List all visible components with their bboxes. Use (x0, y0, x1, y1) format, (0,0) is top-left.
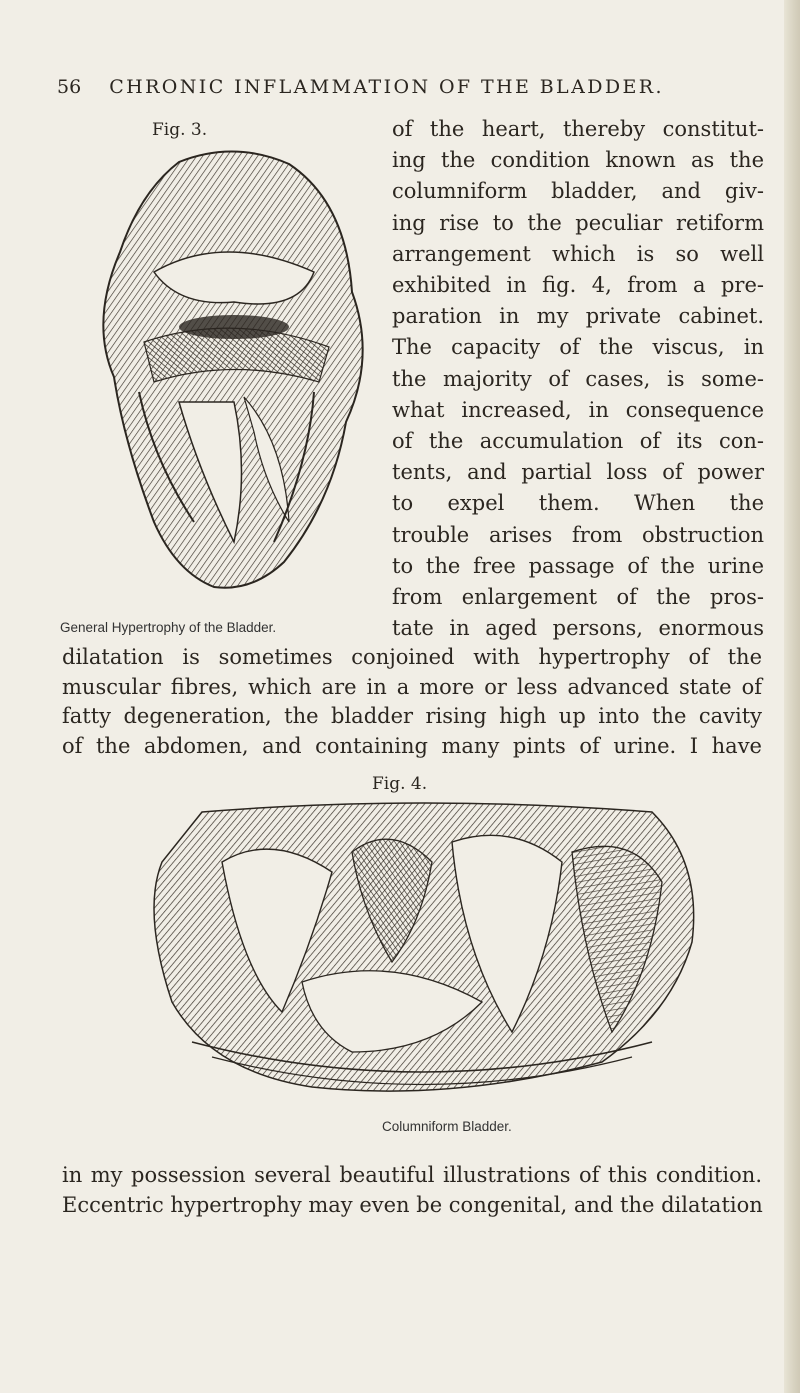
figure-4-caption: Columniform Bladder. (382, 1119, 512, 1134)
text-line: trouble arises from obstruction (392, 522, 764, 547)
text-line: columniform bladder, and giv- (392, 179, 764, 204)
text-line: of the accumulation of its con- (392, 429, 764, 454)
text-line: The capacity of the viscus, in (392, 335, 764, 360)
text-line: fatty degeneration, the bladder rising high up into the cavity (62, 704, 762, 728)
running-title: CHRONIC INFLAMMATION OF THE BLADDER. (109, 76, 664, 98)
text-bottom-block (62, 1161, 762, 1220)
text-line: of the abdomen, and containing many pints of urine. I have (62, 733, 762, 758)
text-line: dilatation is sometimes conjoined with hypertrophy of the (62, 645, 762, 669)
page-number: 56 (57, 76, 82, 98)
text-wrap-block (392, 114, 764, 644)
running-header (57, 76, 717, 98)
text-line: muscular fibres, which are in a more or less advanced state of (62, 674, 762, 699)
text-line: Eccentric hypertrophy may even be congenital, and the dilatation (62, 1192, 763, 1217)
page-edge-shadow (784, 0, 800, 1393)
figure-4-illustration (132, 802, 712, 1112)
figure-3-illustration (84, 142, 374, 612)
text-line: what increased, in consequence (392, 397, 764, 422)
figure-4-label: Fig. 4. (372, 774, 428, 794)
text-line: exhibited in fig. 4, from a pre- (392, 273, 764, 298)
figure-3-caption: General Hypertrophy of the Bladder. (60, 620, 277, 635)
text-line: the majority of cases, is some- (392, 366, 764, 391)
text-line: paration in my private cabinet. (392, 304, 764, 329)
text-full-block (62, 643, 762, 761)
text-line: tents, and partial loss of power (392, 460, 764, 485)
text-line: to expel them. When the (392, 491, 764, 516)
text-line: ing rise to the peculiar retiform (392, 210, 764, 235)
figure-3-label: Fig. 3. (152, 120, 208, 140)
text-line: of the heart, thereby constitut- (392, 117, 764, 141)
text-line: tate in aged persons, enormous (392, 616, 764, 641)
text-line: ing the condition known as the (392, 148, 764, 173)
text-line: from enlargement of the pros- (392, 585, 764, 610)
text-line: arrangement which is so well (392, 241, 764, 266)
text-line: to the free passage of the urine (392, 553, 764, 578)
text-line: in my possession several beautiful illustrations of this condition. (62, 1163, 762, 1187)
